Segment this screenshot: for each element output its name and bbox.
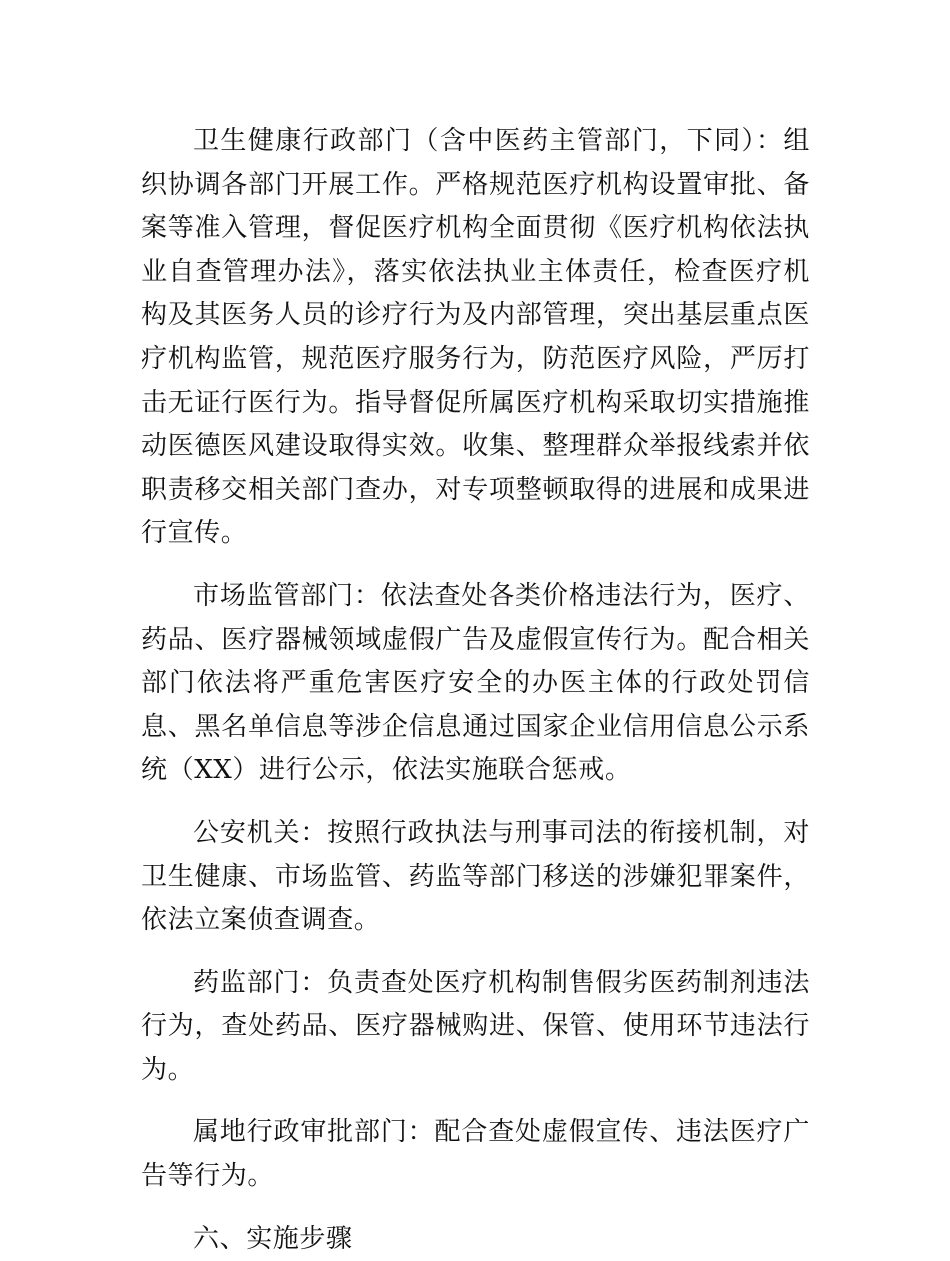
section-heading: 六、实施步骤	[193, 1223, 353, 1254]
paragraph-market-supervision: 市场监管部门：依法查处各类价格违法行为，医疗、药品、医疗器械领域虚假广告及虚假宣传行为。配合相关部门依法将严重危害医疗安全的办医主体的行政处罚信息、黑名单信息等涉企信息通过国家企业信用信息公示系统（XX）进行公示，依法实施联合惩戒。	[141, 580, 810, 786]
paragraph-health-department: 卫生健康行政部门（含中医药主管部门，下同）：组织协调各部门开展工作。严格规范医疗机构设置审批、备案等准入管理，督促医疗机构全面贯彻《医疗机构依法执业自查管理办法》，落实依法执业主体责任，检查医疗机构及其医务人员的诊疗行为及内部管理，突出基层重点医疗机构监管，规范医疗服务行为，防范医疗风险，严厉打击无证行医行为。指导督促所属医疗机构采取切实措施推动医德医风建设取得实效。收集、整理群众举报线索并依职责移交相关部门查办，对专项整顿取得的进展和成果进行宣传。	[141, 126, 810, 549]
paragraph-administrative-approval: 属地行政审批部门：配合查处虚假宣传、违法医疗广告等行为。	[141, 1117, 810, 1192]
paragraph-public-security: 公安机关：按照行政执法与刑事司法的衔接机制，对卫生健康、市场监管、药监等部门移送的涉嫌犯罪案件，依法立案侦查调查。	[141, 817, 810, 936]
paragraph-drug-supervision: 药监部门：负责查处医疗机构制售假劣医药制剂违法行为，查处药品、医疗器械购进、保管、使用环节违法行为。	[141, 967, 810, 1085]
